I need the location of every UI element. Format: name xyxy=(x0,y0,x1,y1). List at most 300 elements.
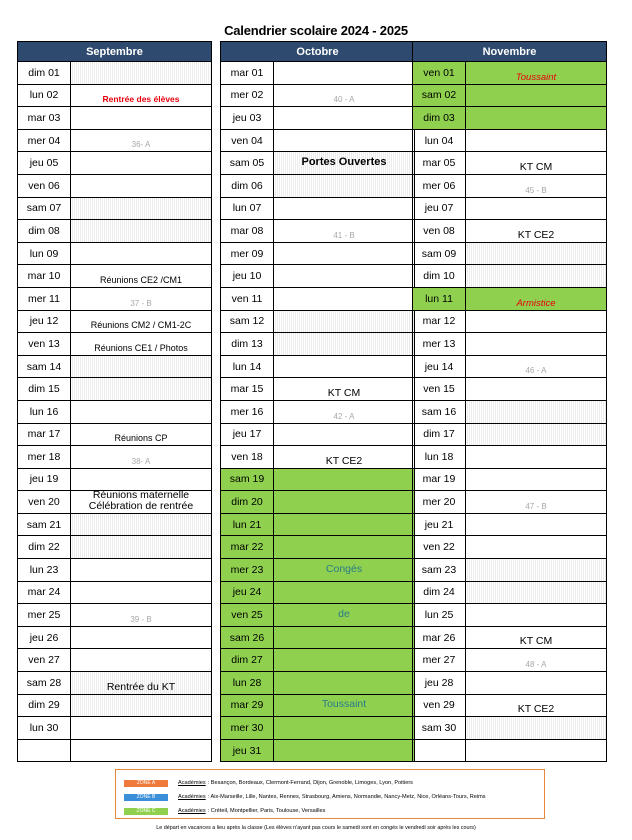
day-label: sam 28 xyxy=(18,672,71,694)
day-label: dim 24 xyxy=(413,582,466,604)
day-row xyxy=(412,446,607,469)
event-cell xyxy=(466,491,606,513)
event-cell xyxy=(466,672,606,694)
day-label: lun 14 xyxy=(221,356,274,378)
day-row xyxy=(220,740,415,763)
day-label: jeu 28 xyxy=(413,672,466,694)
event-cell xyxy=(274,536,414,558)
event-cell xyxy=(274,559,414,581)
day-label: ven 04 xyxy=(221,130,274,152)
event-cell xyxy=(71,85,211,107)
day-row xyxy=(17,152,212,175)
day-label: ven 13 xyxy=(18,333,71,355)
event-cell xyxy=(274,695,414,717)
event-cell xyxy=(71,107,211,129)
event-cell xyxy=(71,446,211,468)
day-label: mar 15 xyxy=(221,378,274,400)
day-row xyxy=(412,130,607,153)
day-row xyxy=(220,536,415,559)
event-cell xyxy=(71,220,211,242)
event-cell xyxy=(71,469,211,491)
day-row xyxy=(412,288,607,311)
day-label: dim 22 xyxy=(18,536,71,558)
event-text: 46 - A xyxy=(525,366,547,376)
event-cell xyxy=(274,514,414,536)
event-text: de xyxy=(338,608,350,621)
event-cell xyxy=(274,378,414,400)
event-cell xyxy=(274,107,414,129)
event-cell xyxy=(466,401,606,423)
day-label: mar 01 xyxy=(221,62,274,84)
day-row xyxy=(412,198,607,221)
day-row xyxy=(17,488,212,514)
event-cell xyxy=(466,378,606,400)
day-label: dim 06 xyxy=(221,175,274,197)
day-label: mer 06 xyxy=(413,175,466,197)
day-row xyxy=(412,582,607,605)
day-row xyxy=(17,695,212,718)
day-label: lun 30 xyxy=(18,717,71,739)
event-cell xyxy=(71,130,211,152)
day-label: ven 15 xyxy=(413,378,466,400)
day-row xyxy=(412,62,607,85)
day-label: mer 30 xyxy=(221,717,274,739)
day-label: jeu 07 xyxy=(413,198,466,220)
event-cell xyxy=(466,649,606,671)
day-row xyxy=(17,333,212,356)
day-row xyxy=(412,672,607,695)
day-row xyxy=(220,491,415,514)
event-cell xyxy=(71,333,211,355)
event-cell xyxy=(466,446,606,468)
zone-badge: ZONE A xyxy=(124,780,168,787)
day-label: ven 25 xyxy=(221,604,274,626)
event-cell xyxy=(71,649,211,671)
day-label: jeu 24 xyxy=(221,582,274,604)
day-row xyxy=(17,604,212,627)
event-cell xyxy=(466,288,606,310)
month-column-septembre xyxy=(17,41,212,762)
event-text: Réunions CE1 / Photos xyxy=(94,342,188,353)
day-row xyxy=(412,175,607,198)
event-text: 37 - B xyxy=(130,298,152,308)
day-label: sam 23 xyxy=(413,559,466,581)
day-label: mar 19 xyxy=(413,469,466,491)
event-text: Portes Ouvertes xyxy=(301,156,387,169)
event-cell xyxy=(71,559,211,581)
event-cell xyxy=(71,288,211,310)
event-cell xyxy=(274,288,414,310)
day-label: mer 11 xyxy=(18,288,71,310)
event-text: 48 - A xyxy=(525,660,547,670)
day-label: dim 29 xyxy=(18,695,71,717)
day-row xyxy=(17,356,212,379)
day-row xyxy=(220,62,415,85)
event-text: Réunions CP xyxy=(114,433,168,444)
event-cell xyxy=(466,62,606,84)
event-cell xyxy=(466,356,606,378)
page-title: Calendrier scolaire 2024 - 2025 xyxy=(224,23,408,38)
event-text: KT CE2 xyxy=(517,228,555,241)
day-row xyxy=(220,152,415,175)
event-cell xyxy=(466,175,606,197)
event-cell xyxy=(274,740,414,762)
day-label: mer 18 xyxy=(18,446,71,468)
event-text: Toussaint xyxy=(515,71,557,83)
academies-label: Académies xyxy=(178,780,206,786)
day-label: dim 27 xyxy=(221,649,274,671)
day-label: ven 20 xyxy=(18,491,71,513)
day-label: jeu 19 xyxy=(18,469,71,491)
event-text: 39 - B xyxy=(130,614,152,624)
event-cell xyxy=(71,740,211,762)
event-cell xyxy=(71,536,211,558)
event-cell xyxy=(274,220,414,242)
day-label: mer 23 xyxy=(221,559,274,581)
academies-list: : Aix-Marseille, Lille, Nantes, Rennes, Strasbourg, Amiens, Normandie, Nancy-Metz, Nice, Orléans-Tours, Reims xyxy=(207,794,486,800)
day-label: mar 29 xyxy=(221,695,274,717)
event-text: 38- A xyxy=(131,456,151,466)
day-row xyxy=(412,469,607,492)
day-row xyxy=(220,717,415,740)
event-cell xyxy=(274,469,414,491)
event-text: 36- A xyxy=(131,140,151,150)
event-cell xyxy=(466,740,606,762)
day-row xyxy=(17,378,212,401)
event-cell xyxy=(274,627,414,649)
event-cell xyxy=(274,175,414,197)
day-row xyxy=(220,695,415,718)
day-row xyxy=(412,107,607,130)
day-label: jeu 31 xyxy=(221,740,274,762)
day-label: jeu 12 xyxy=(18,311,71,333)
event-text: 40 - A xyxy=(333,95,355,105)
day-row xyxy=(412,265,607,288)
day-row xyxy=(17,717,212,740)
day-row xyxy=(220,446,415,469)
event-cell xyxy=(466,604,606,626)
event-cell xyxy=(274,356,414,378)
day-row xyxy=(17,672,212,695)
day-label: sam 26 xyxy=(221,627,274,649)
day-row xyxy=(412,740,607,763)
event-text: Rentrée des élèves xyxy=(102,94,180,105)
day-row xyxy=(220,627,415,650)
event-text: Réunions CE2 /CM1 xyxy=(99,274,183,285)
event-cell xyxy=(274,152,414,174)
event-cell xyxy=(466,243,606,265)
day-label: mar 10 xyxy=(18,265,71,287)
event-cell xyxy=(274,130,414,152)
day-label: ven 29 xyxy=(413,695,466,717)
day-row xyxy=(220,130,415,153)
month-header: Septembre xyxy=(17,41,212,62)
event-cell xyxy=(71,152,211,174)
event-cell xyxy=(466,469,606,491)
event-text: KT CE2 xyxy=(325,454,363,467)
day-row xyxy=(412,356,607,379)
day-row xyxy=(412,627,607,650)
day-row xyxy=(17,175,212,198)
day-row xyxy=(17,107,212,130)
event-cell xyxy=(466,582,606,604)
day-label: lun 04 xyxy=(413,130,466,152)
day-row xyxy=(220,265,415,288)
day-row xyxy=(412,424,607,447)
day-row xyxy=(412,514,607,537)
day-label: dim 15 xyxy=(18,378,71,400)
day-label: jeu 21 xyxy=(413,514,466,536)
day-label: mer 25 xyxy=(18,604,71,626)
day-row xyxy=(412,243,607,266)
day-label: mar 12 xyxy=(413,311,466,333)
event-cell xyxy=(466,536,606,558)
event-cell xyxy=(466,333,606,355)
event-cell xyxy=(71,604,211,626)
event-cell xyxy=(274,62,414,84)
day-label: mer 09 xyxy=(221,243,274,265)
day-row xyxy=(412,491,607,514)
day-label: mar 24 xyxy=(18,582,71,604)
day-label: ven 18 xyxy=(221,446,274,468)
event-cell xyxy=(274,85,414,107)
day-row xyxy=(220,514,415,537)
day-label: mer 27 xyxy=(413,649,466,671)
day-row xyxy=(17,536,212,559)
day-row xyxy=(17,62,212,85)
day-label: ven 01 xyxy=(413,62,466,84)
day-row xyxy=(220,198,415,221)
day-row xyxy=(17,288,212,311)
day-row xyxy=(220,672,415,695)
day-row xyxy=(412,220,607,243)
event-text: Toussaint xyxy=(321,698,367,711)
zone-badge: ZONE C xyxy=(124,808,168,815)
day-label: mer 13 xyxy=(413,333,466,355)
event-cell xyxy=(71,424,211,446)
event-text: 47 - B xyxy=(525,501,547,511)
event-cell xyxy=(71,265,211,287)
event-cell xyxy=(466,514,606,536)
event-cell xyxy=(274,491,414,513)
day-label: sam 21 xyxy=(18,514,71,536)
event-cell xyxy=(71,695,211,717)
day-row xyxy=(17,243,212,266)
zone-badge: ZONE B xyxy=(124,794,168,801)
day-label: mar 26 xyxy=(413,627,466,649)
event-cell xyxy=(274,333,414,355)
event-cell xyxy=(71,198,211,220)
event-cell xyxy=(274,265,414,287)
day-row xyxy=(220,559,415,582)
day-label: lun 16 xyxy=(18,401,71,423)
day-row xyxy=(412,401,607,424)
day-label: dim 10 xyxy=(413,265,466,287)
event-text: KT CM xyxy=(519,160,553,173)
day-row xyxy=(17,401,212,424)
event-cell xyxy=(466,198,606,220)
day-label: mar 22 xyxy=(221,536,274,558)
event-text: KT CM xyxy=(519,635,553,648)
day-label: sam 19 xyxy=(221,469,274,491)
event-text: Armistice xyxy=(516,297,556,309)
day-row xyxy=(220,469,415,492)
day-row xyxy=(17,130,212,153)
month-header: Octobre xyxy=(220,41,415,62)
legend-zone-b xyxy=(124,790,536,804)
day-row xyxy=(220,220,415,243)
event-cell xyxy=(71,62,211,84)
day-row xyxy=(17,514,212,537)
day-label: sam 07 xyxy=(18,198,71,220)
day-row xyxy=(17,446,212,469)
day-row xyxy=(412,536,607,559)
day-label: lun 28 xyxy=(221,672,274,694)
day-row xyxy=(220,582,415,605)
day-row xyxy=(220,333,415,356)
day-row xyxy=(220,107,415,130)
day-label: lun 18 xyxy=(413,446,466,468)
footer-note: Le départ en vacances a lieu après la classe (Les élèves n'ayant pas cours le samedi sont en congés le vendredi soir après les cours) xyxy=(156,825,476,831)
day-row xyxy=(220,356,415,379)
day-row xyxy=(17,424,212,447)
day-row xyxy=(17,85,212,108)
legend-zone-a xyxy=(124,776,536,790)
event-text: KT CM xyxy=(327,386,361,399)
day-row xyxy=(220,424,415,447)
day-label: ven 22 xyxy=(413,536,466,558)
day-label: ven 11 xyxy=(221,288,274,310)
month-column-octobre xyxy=(220,41,415,762)
event-cell xyxy=(71,401,211,423)
day-label: sam 09 xyxy=(413,243,466,265)
event-cell xyxy=(274,311,414,333)
event-text: KT CE2 xyxy=(517,703,555,716)
day-label: dim 08 xyxy=(18,220,71,242)
day-row xyxy=(17,582,212,605)
day-label: dim 03 xyxy=(413,107,466,129)
day-row xyxy=(412,695,607,718)
event-cell xyxy=(466,130,606,152)
month-column-novembre xyxy=(412,41,607,762)
day-label: mer 04 xyxy=(18,130,71,152)
event-cell xyxy=(274,401,414,423)
event-cell xyxy=(466,152,606,174)
event-text: Réunions maternelle xyxy=(92,488,190,501)
day-row xyxy=(412,85,607,108)
day-row xyxy=(17,559,212,582)
day-row xyxy=(17,265,212,288)
day-label: sam 30 xyxy=(413,717,466,739)
day-label: dim 20 xyxy=(221,491,274,513)
day-row xyxy=(17,311,212,334)
day-label: jeu 17 xyxy=(221,424,274,446)
day-label: dim 01 xyxy=(18,62,71,84)
day-label xyxy=(413,740,466,762)
day-label: lun 11 xyxy=(413,288,466,310)
event-text: Célébration de rentrée xyxy=(88,499,194,512)
day-label: sam 12 xyxy=(221,311,274,333)
event-cell xyxy=(274,198,414,220)
day-label: dim 13 xyxy=(221,333,274,355)
day-label: jeu 26 xyxy=(18,627,71,649)
event-cell xyxy=(274,582,414,604)
day-label: jeu 10 xyxy=(221,265,274,287)
event-cell xyxy=(466,627,606,649)
day-label: lun 23 xyxy=(18,559,71,581)
event-cell xyxy=(71,582,211,604)
academies-list: : Besançon, Bordeaux, Clermont-Ferrand, Dijon, Grenoble, Limoges, Lyon, Poitiers xyxy=(207,780,413,786)
event-cell xyxy=(274,243,414,265)
event-cell xyxy=(466,311,606,333)
day-label: lun 25 xyxy=(413,604,466,626)
academies-label: Académies xyxy=(178,808,206,814)
day-row xyxy=(412,604,607,627)
day-row xyxy=(220,243,415,266)
event-cell xyxy=(466,220,606,242)
day-label: sam 05 xyxy=(221,152,274,174)
event-cell xyxy=(274,672,414,694)
day-label: lun 02 xyxy=(18,85,71,107)
legend-zone-c xyxy=(124,804,536,818)
day-label: ven 06 xyxy=(18,175,71,197)
day-label: lun 09 xyxy=(18,243,71,265)
zone-legend xyxy=(115,769,545,819)
event-cell xyxy=(71,378,211,400)
event-cell xyxy=(466,85,606,107)
day-row xyxy=(220,604,415,627)
event-cell xyxy=(71,243,211,265)
day-label: sam 16 xyxy=(413,401,466,423)
day-row xyxy=(17,649,212,672)
event-text: Rentrée du KT xyxy=(106,680,176,693)
day-label: mar 08 xyxy=(221,220,274,242)
event-cell xyxy=(71,717,211,739)
day-label: jeu 14 xyxy=(413,356,466,378)
event-cell xyxy=(71,514,211,536)
event-text: 45 - B xyxy=(525,185,547,195)
day-label: mar 03 xyxy=(18,107,71,129)
day-row xyxy=(17,740,212,763)
event-cell xyxy=(274,604,414,626)
event-cell xyxy=(466,717,606,739)
day-label: mar 17 xyxy=(18,424,71,446)
day-row xyxy=(220,401,415,424)
day-row xyxy=(412,717,607,740)
day-label: mer 02 xyxy=(221,85,274,107)
day-row xyxy=(17,627,212,650)
event-cell xyxy=(466,559,606,581)
day-label: dim 17 xyxy=(413,424,466,446)
event-cell xyxy=(71,356,211,378)
day-row xyxy=(220,175,415,198)
day-label: jeu 03 xyxy=(221,107,274,129)
day-row xyxy=(220,649,415,672)
event-cell xyxy=(71,311,211,333)
day-row xyxy=(412,649,607,672)
event-cell xyxy=(274,424,414,446)
event-cell xyxy=(71,627,211,649)
day-row xyxy=(17,469,212,492)
event-cell xyxy=(466,107,606,129)
day-row xyxy=(17,198,212,221)
event-cell xyxy=(71,175,211,197)
day-label: ven 27 xyxy=(18,649,71,671)
day-label: lun 21 xyxy=(221,514,274,536)
event-cell xyxy=(274,446,414,468)
event-cell xyxy=(71,488,211,513)
day-label: sam 14 xyxy=(18,356,71,378)
